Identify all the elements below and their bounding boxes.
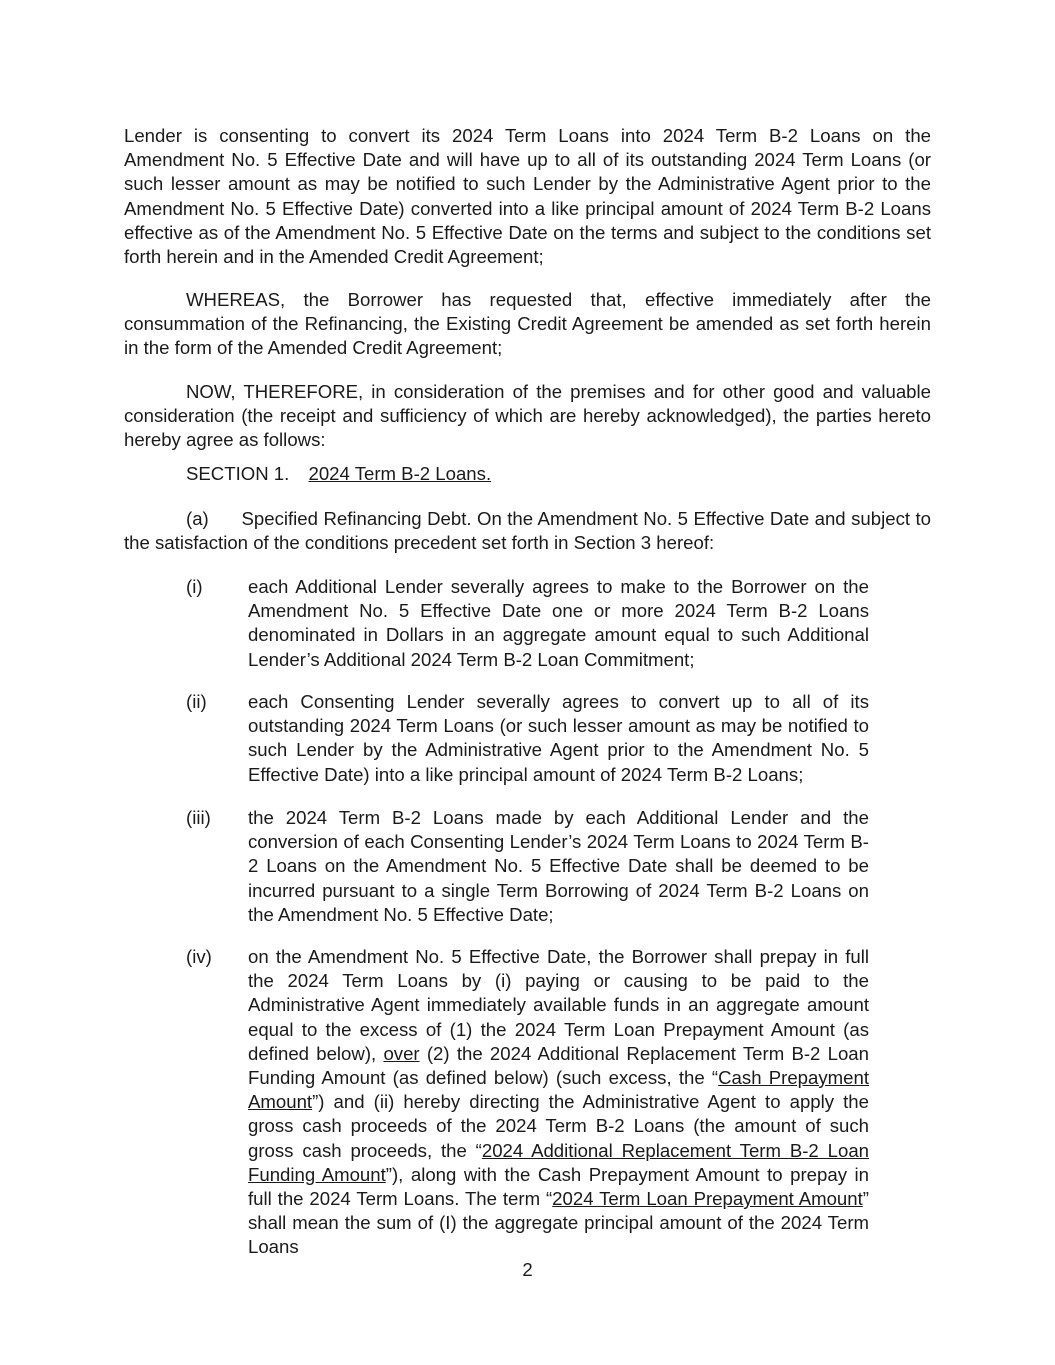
list-item-number: (ii)	[186, 691, 207, 712]
section-heading	[186, 462, 491, 486]
paragraph-lender-consenting: Lender is consenting to convert its 2024 Term Loans into 2024 Term B-2 Loans on the Amendment No. 5 Effective Date and will have up to all of its outstanding 2024 Term Loans (or such lesser amount as may be notified to such Lender by the Administrative Agent prior to the Amendment No. 5 Effective Date) converted into a like principal amount of 2024 Term B-2 Loans effective as of the Amendment No. 5 Effective Date on the terms and subject to the conditions set forth herein and in the Amended Credit Agreement;	[124, 125, 931, 268]
paragraph-whereas: WHEREAS, the Borrower has requested that, effective immediately after the consummation of the Refinancing, the Existing Credit Agreement be amended as set forth herein in the form of the Amended Credit Agreement;	[124, 289, 931, 359]
defined-term-term-loan-prepayment-amount: 2024 Term Loan Prepayment Amount	[552, 1188, 863, 1210]
defined-term-cash-prepayment-amount: Cash Prepayment Amount	[248, 1067, 869, 1113]
list-item-number: (iv)	[186, 946, 212, 967]
defined-term-additional-replacement-funding-amount: 2024 Additional Replacement Term B-2 Loan Funding Amount	[248, 1139, 869, 1185]
list-item-number: (iii)	[186, 807, 211, 828]
list-item-text: each Additional Lender severally agrees to make to the Borrower on the Amendment No. 5 Effective Date one or more 2024 Term B-2 Loans denominated in Dollars in an aggregate amount equal to such Additional Lender’s Additional 2024 Term B-2 Loan Commitment;	[248, 576, 869, 670]
list-item-text: on the Amendment No. 5 Effective Date, the Borrower shall prepay in full the 2024 Term Loans by (i) paying or causing to be paid to the Administrative Agent immediately available funds in an aggregate amount equal to the excess of (1) the 2024 Term Loan Prepayment Amount (as defined below), over (2) the 2024 Additional Replacement Term B-2 Loan Funding Amount (as defined below) (such excess, the “Cash Prepayment Amount”) and (ii) hereby directing the Administrative Agent to apply the gross cash proceeds of the 2024 Term B-2 Loans (the amount of such gross cash proceeds, the “2024 Additional Replacement Term B-2 Loan Funding Amount”), along with the Cash Prepayment Amount to prepay in full the 2024 Term Loans. The term “2024 Term Loan Prepayment Amount” shall mean the sum of (I) the aggregate principal amount of the 2024 Term Loans	[248, 946, 869, 1258]
list-item-text: each Consenting Lender severally agrees to convert up to all of its outstanding 2024 Term Loans (or such lesser amount as may be notified to such Lender by the Administrative Agent prior to the Amendment No. 5 Effective Date) into a like principal amount of 2024 Term B-2 Loans;	[248, 691, 869, 785]
paragraph-a-specified-refinancing-debt: (a) Specified Refinancing Debt. On the Amendment No. 5 Effective Date and subject to the satisfaction of the conditions precedent set forth in Section 3 hereof:	[124, 508, 931, 554]
paragraph-now-therefore: NOW, THEREFORE, in consideration of the premises and for other good and valuable consideration (the receipt and sufficiency of which are hereby acknowledged), the parties hereto hereby agree as follows:	[124, 381, 931, 451]
page-number: 2	[522, 1259, 533, 1280]
list-item-number: (i)	[186, 576, 203, 597]
term-over: over	[383, 1042, 420, 1064]
list-item-text: the 2024 Term B-2 Loans made by each Additional Lender and the conversion of each Consenting Lender’s 2024 Term Loans to 2024 Term B-2 Loans on the Amendment No. 5 Effective Date shall be deemed to be incurred pursuant to a single Term Borrowing of 2024 Term B-2 Loans on the Amendment No. 5 Effective Date;	[248, 807, 869, 925]
section-title: 2024 Term B-2 Loans.	[308, 463, 492, 484]
section-number: SECTION 1.	[186, 463, 290, 484]
